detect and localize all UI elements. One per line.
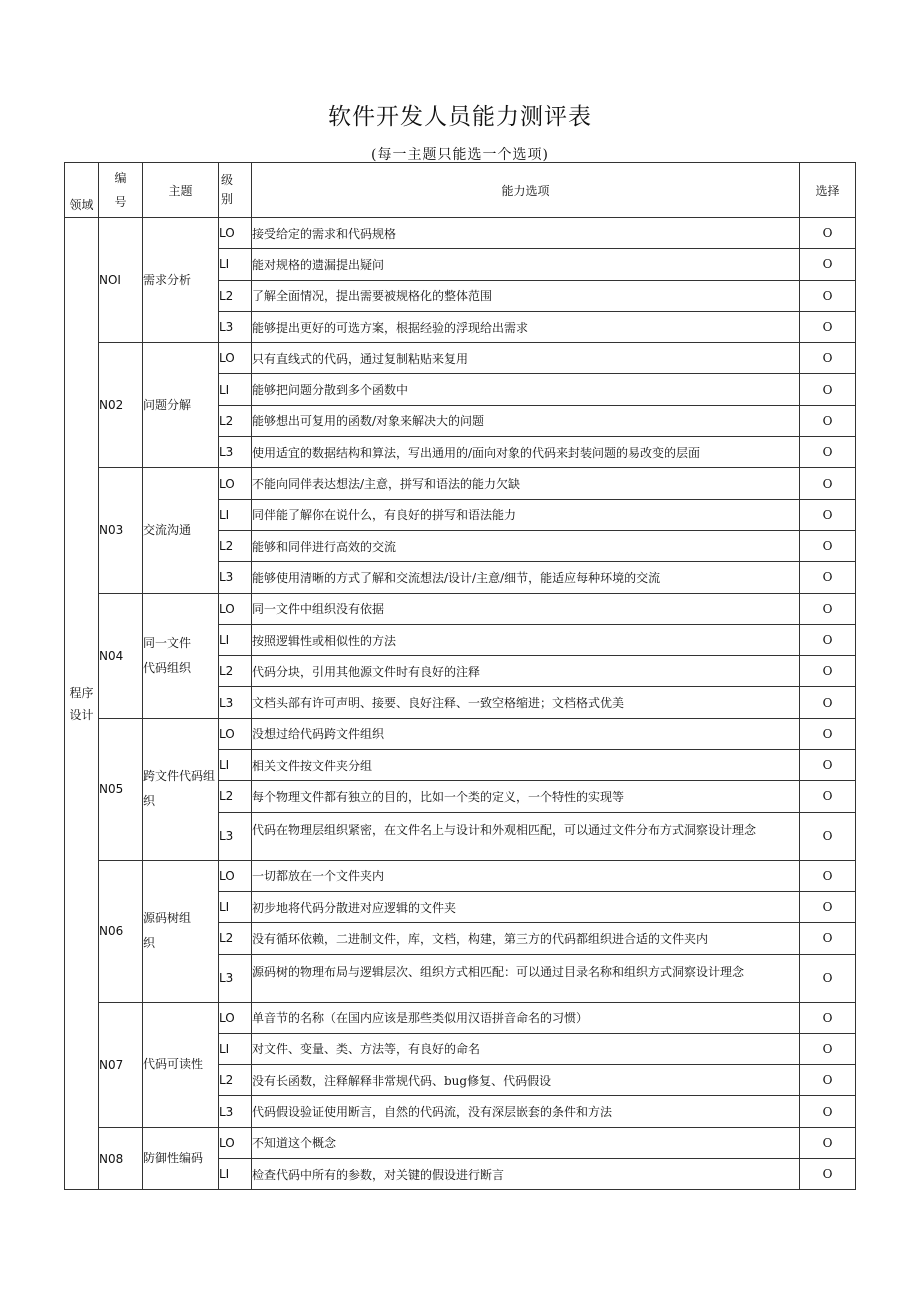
ability-option: 没想过给代码跨文件组织	[252, 718, 800, 749]
ability-option: 对文件、变量、类、方法等，有良好的命名	[252, 1033, 800, 1064]
select-cell[interactable]	[800, 860, 856, 891]
group-code: N02	[99, 343, 143, 468]
ability-option: 能够提出更好的可选方案，根据经验的浮现给出需求	[252, 311, 800, 342]
select-circle-icon[interactable]: O	[822, 726, 833, 741]
group-topic	[143, 218, 219, 343]
select-circle-icon[interactable]: O	[822, 695, 833, 710]
select-circle-icon[interactable]: O	[822, 664, 833, 679]
select-circle-icon[interactable]: O	[822, 1104, 833, 1119]
select-cell[interactable]	[800, 437, 856, 468]
group-topic-line: 需求分析	[143, 272, 192, 287]
select-cell[interactable]	[800, 1096, 856, 1127]
select-cell[interactable]	[800, 280, 856, 311]
table-header-row	[65, 163, 856, 218]
ability-option: 相关文件按文件夹分组	[252, 750, 800, 781]
level-label: LI	[219, 249, 252, 280]
select-circle-icon[interactable]: O	[822, 789, 833, 804]
group-topic-line: 防御性编码	[143, 1151, 204, 1166]
group-topic	[143, 1002, 219, 1127]
domain-cell	[65, 218, 99, 1190]
select-cell[interactable]	[800, 781, 856, 812]
header-level-top: 级	[221, 173, 234, 187]
select-circle-icon[interactable]: O	[822, 413, 833, 428]
header-number	[99, 163, 143, 218]
level-label: LO	[219, 468, 252, 499]
ability-option: 不知道这个概念	[252, 1127, 800, 1158]
select-cell[interactable]	[800, 624, 856, 655]
select-cell[interactable]	[800, 812, 856, 860]
level-label: L3	[219, 311, 252, 342]
select-cell[interactable]	[800, 468, 856, 499]
select-circle-icon[interactable]: O	[822, 900, 833, 915]
table-row	[65, 1002, 856, 1033]
ability-option: 一切都放在一个文件夹内	[252, 860, 800, 891]
ability-option: 源码树的物理布局与逻辑层次、组织方式相匹配：可以通过目录名称和组织方式洞察设计理念	[252, 954, 800, 1002]
select-cell[interactable]	[800, 1127, 856, 1158]
level-label: L3	[219, 437, 252, 468]
ability-option: 只有直线式的代码，通过复制粘贴来复用	[252, 343, 800, 374]
group-topic-line: 代码组织	[143, 660, 192, 675]
select-cell[interactable]	[800, 218, 856, 249]
select-circle-icon[interactable]: O	[822, 1010, 833, 1025]
ability-option: 接受给定的需求和代码规格	[252, 218, 800, 249]
table-row	[65, 593, 856, 624]
ability-option: 按照逻辑性或相似性的方法	[252, 624, 800, 655]
domain-line: 程序	[69, 685, 94, 700]
ability-option: 能够把问题分散到多个函数中	[252, 374, 800, 405]
group-topic	[143, 718, 219, 860]
select-circle-icon[interactable]: O	[822, 507, 833, 522]
level-label: L2	[219, 530, 252, 561]
select-circle-icon[interactable]: O	[822, 570, 833, 585]
table-row	[65, 1127, 856, 1158]
level-label: L2	[219, 656, 252, 687]
group-topic	[143, 860, 219, 1002]
header-level	[219, 163, 252, 218]
group-topic-line: 代码可读性	[143, 1057, 204, 1072]
level-label: LO	[219, 1127, 252, 1158]
level-label: LI	[219, 624, 252, 655]
header-topic: 主题	[143, 163, 219, 218]
ability-option: 文档头部有许可声明、接要、良好注释、一致空格缩进；文档格式优美	[252, 687, 800, 718]
group-code: NOI	[99, 218, 143, 343]
select-cell[interactable]	[800, 750, 856, 781]
assessment-table	[64, 162, 856, 1190]
select-cell[interactable]	[800, 656, 856, 687]
ability-option: 不能向同伴表达想法/主意，拼写和语法的能力欠缺	[252, 468, 800, 499]
select-cell[interactable]	[800, 374, 856, 405]
select-cell[interactable]	[800, 562, 856, 593]
page-subtitle: (每一主题只能选一个选项)	[371, 147, 549, 163]
select-circle-icon[interactable]: O	[822, 1135, 833, 1150]
select-circle-icon[interactable]: O	[822, 1167, 833, 1182]
select-cell[interactable]	[800, 530, 856, 561]
select-circle-icon[interactable]: O	[822, 445, 833, 460]
level-label: L3	[219, 1096, 252, 1127]
select-cell[interactable]	[800, 923, 856, 954]
group-code: N05	[99, 718, 143, 860]
ability-option: 能够和同伴进行高效的交流	[252, 530, 800, 561]
ability-option: 代码分块，引用其他源文件时有良好的注释	[252, 656, 800, 687]
group-topic	[143, 468, 219, 593]
ability-option: 同伴能了解你在说什么，有良好的拼写和语法能力	[252, 499, 800, 530]
level-label: LI	[219, 750, 252, 781]
select-cell[interactable]	[800, 249, 856, 280]
select-cell[interactable]	[800, 1159, 856, 1190]
select-cell[interactable]	[800, 343, 856, 374]
ability-option: 没有循环依赖，二进制文件，库，文档，构建，第三方的代码都组织进合适的文件夹内	[252, 923, 800, 954]
ability-option: 能对规格的遗漏提出疑问	[252, 249, 800, 280]
table-row	[65, 860, 856, 891]
table-row	[65, 218, 856, 249]
select-cell[interactable]	[800, 405, 856, 436]
group-topic-line: 织	[143, 794, 156, 809]
header-number-top: 编	[114, 171, 127, 185]
group-topic-line: 问题分解	[143, 397, 192, 412]
level-label: L2	[219, 1065, 252, 1096]
level-label: LI	[219, 374, 252, 405]
level-label: L2	[219, 781, 252, 812]
select-cell[interactable]	[800, 687, 856, 718]
level-label: LO	[219, 718, 252, 749]
ability-option: 单音节的名称（在国内应该是那些类似用汉语拼音命名的习惯）	[252, 1002, 800, 1033]
page-title: 软件开发人员能力测评表	[328, 104, 592, 130]
select-cell[interactable]	[800, 499, 856, 530]
ability-option: 同一文件中组织没有依据	[252, 593, 800, 624]
select-circle-icon[interactable]: O	[822, 382, 833, 397]
level-label: LO	[219, 343, 252, 374]
select-circle-icon[interactable]: O	[822, 633, 833, 647]
level-label: LI	[219, 499, 252, 530]
group-topic-line: 跨文件代码组	[143, 769, 216, 784]
group-code: N03	[99, 468, 143, 593]
ability-option: 代码假设验证使用断言，自然的代码流，没有深层嵌套的条件和方法	[252, 1096, 800, 1127]
select-cell[interactable]	[800, 1033, 856, 1064]
level-label: LI	[219, 891, 252, 922]
level-label: LO	[219, 593, 252, 624]
select-cell[interactable]	[800, 1002, 856, 1033]
level-label: LI	[219, 1033, 252, 1064]
select-circle-icon[interactable]: O	[822, 257, 833, 272]
domain-line: 设计	[69, 707, 94, 722]
header-domain: 领域	[65, 163, 99, 218]
select-cell[interactable]	[800, 954, 856, 1002]
ability-option: 初步地将代码分散进对应逻辑的文件夹	[252, 891, 800, 922]
select-circle-icon[interactable]: O	[822, 868, 833, 883]
group-topic	[143, 343, 219, 468]
level-label: L2	[219, 405, 252, 436]
select-cell[interactable]	[800, 891, 856, 922]
group-code: N08	[99, 1127, 143, 1190]
select-cell[interactable]	[800, 593, 856, 624]
level-label: LI	[219, 1159, 252, 1190]
group-code: N07	[99, 1002, 143, 1127]
select-circle-icon[interactable]: O	[822, 288, 833, 303]
select-cell[interactable]	[800, 311, 856, 342]
select-circle-icon[interactable]: O	[822, 476, 833, 491]
ability-option: 每个物理文件都有独立的目的，比如一个类的定义，一个特性的实现等	[252, 781, 800, 812]
ability-option: 代码在物理层组织紧密，在文件名上与设计和外观相匹配，可以通过文件分布方式洞察设计理念	[252, 812, 800, 860]
level-label: L3	[219, 687, 252, 718]
group-topic-line: 源码树组	[143, 911, 192, 926]
select-circle-icon[interactable]: O	[822, 226, 833, 241]
group-topic	[143, 593, 219, 718]
table-row	[65, 718, 856, 749]
header-select: 选择	[800, 163, 856, 218]
ability-option: 使用适宜的数据结构和算法，写出通用的/面向对象的代码来封装问题的易改变的层面	[252, 437, 800, 468]
group-code: N04	[99, 593, 143, 718]
level-label: L2	[219, 280, 252, 311]
ability-option: 能够使用清晰的方式了解和交流想法/设计/主意/细节，能适应每种环境的交流	[252, 562, 800, 593]
table-row	[65, 468, 856, 499]
select-circle-icon[interactable]: O	[822, 971, 833, 986]
select-cell[interactable]	[800, 1065, 856, 1096]
group-topic-line: 同一文件	[143, 635, 192, 650]
select-cell[interactable]	[800, 718, 856, 749]
group-topic-line: 织	[143, 936, 156, 951]
level-label: L3	[219, 954, 252, 1002]
table-row	[65, 343, 856, 374]
level-label: L2	[219, 923, 252, 954]
table-body	[65, 218, 856, 1190]
level-label: LO	[219, 218, 252, 249]
group-topic-line: 交流沟通	[143, 522, 192, 537]
select-circle-icon[interactable]: O	[822, 1073, 833, 1088]
level-label: LO	[219, 860, 252, 891]
select-circle-icon[interactable]: O	[822, 758, 833, 773]
select-circle-icon[interactable]: O	[822, 1041, 833, 1056]
ability-option: 检查代码中所有的参数，对关键的假设进行断言	[252, 1159, 800, 1190]
select-circle-icon[interactable]: O	[822, 351, 833, 366]
select-circle-icon[interactable]: O	[822, 829, 833, 844]
header-level-bottom: 别	[221, 192, 234, 206]
level-label: LO	[219, 1002, 252, 1033]
level-label: L3	[219, 812, 252, 860]
header-number-bottom: 号	[114, 195, 127, 209]
ability-option: 能够想出可复用的函数/对象来解决大的问题	[252, 405, 800, 436]
select-circle-icon[interactable]: O	[822, 601, 833, 616]
group-code: N06	[99, 860, 143, 1002]
header-options: 能力选项	[252, 163, 800, 218]
select-circle-icon[interactable]: O	[822, 539, 833, 554]
level-label: L3	[219, 562, 252, 593]
ability-option: 了解全面情况，提出需要被规格化的整体范围	[252, 280, 800, 311]
select-circle-icon[interactable]: O	[822, 320, 833, 335]
select-circle-icon[interactable]: O	[822, 931, 833, 946]
ability-option: 没有长函数，注释解释非常规代码、bug修复、代码假设	[252, 1065, 800, 1096]
group-topic	[143, 1127, 219, 1190]
